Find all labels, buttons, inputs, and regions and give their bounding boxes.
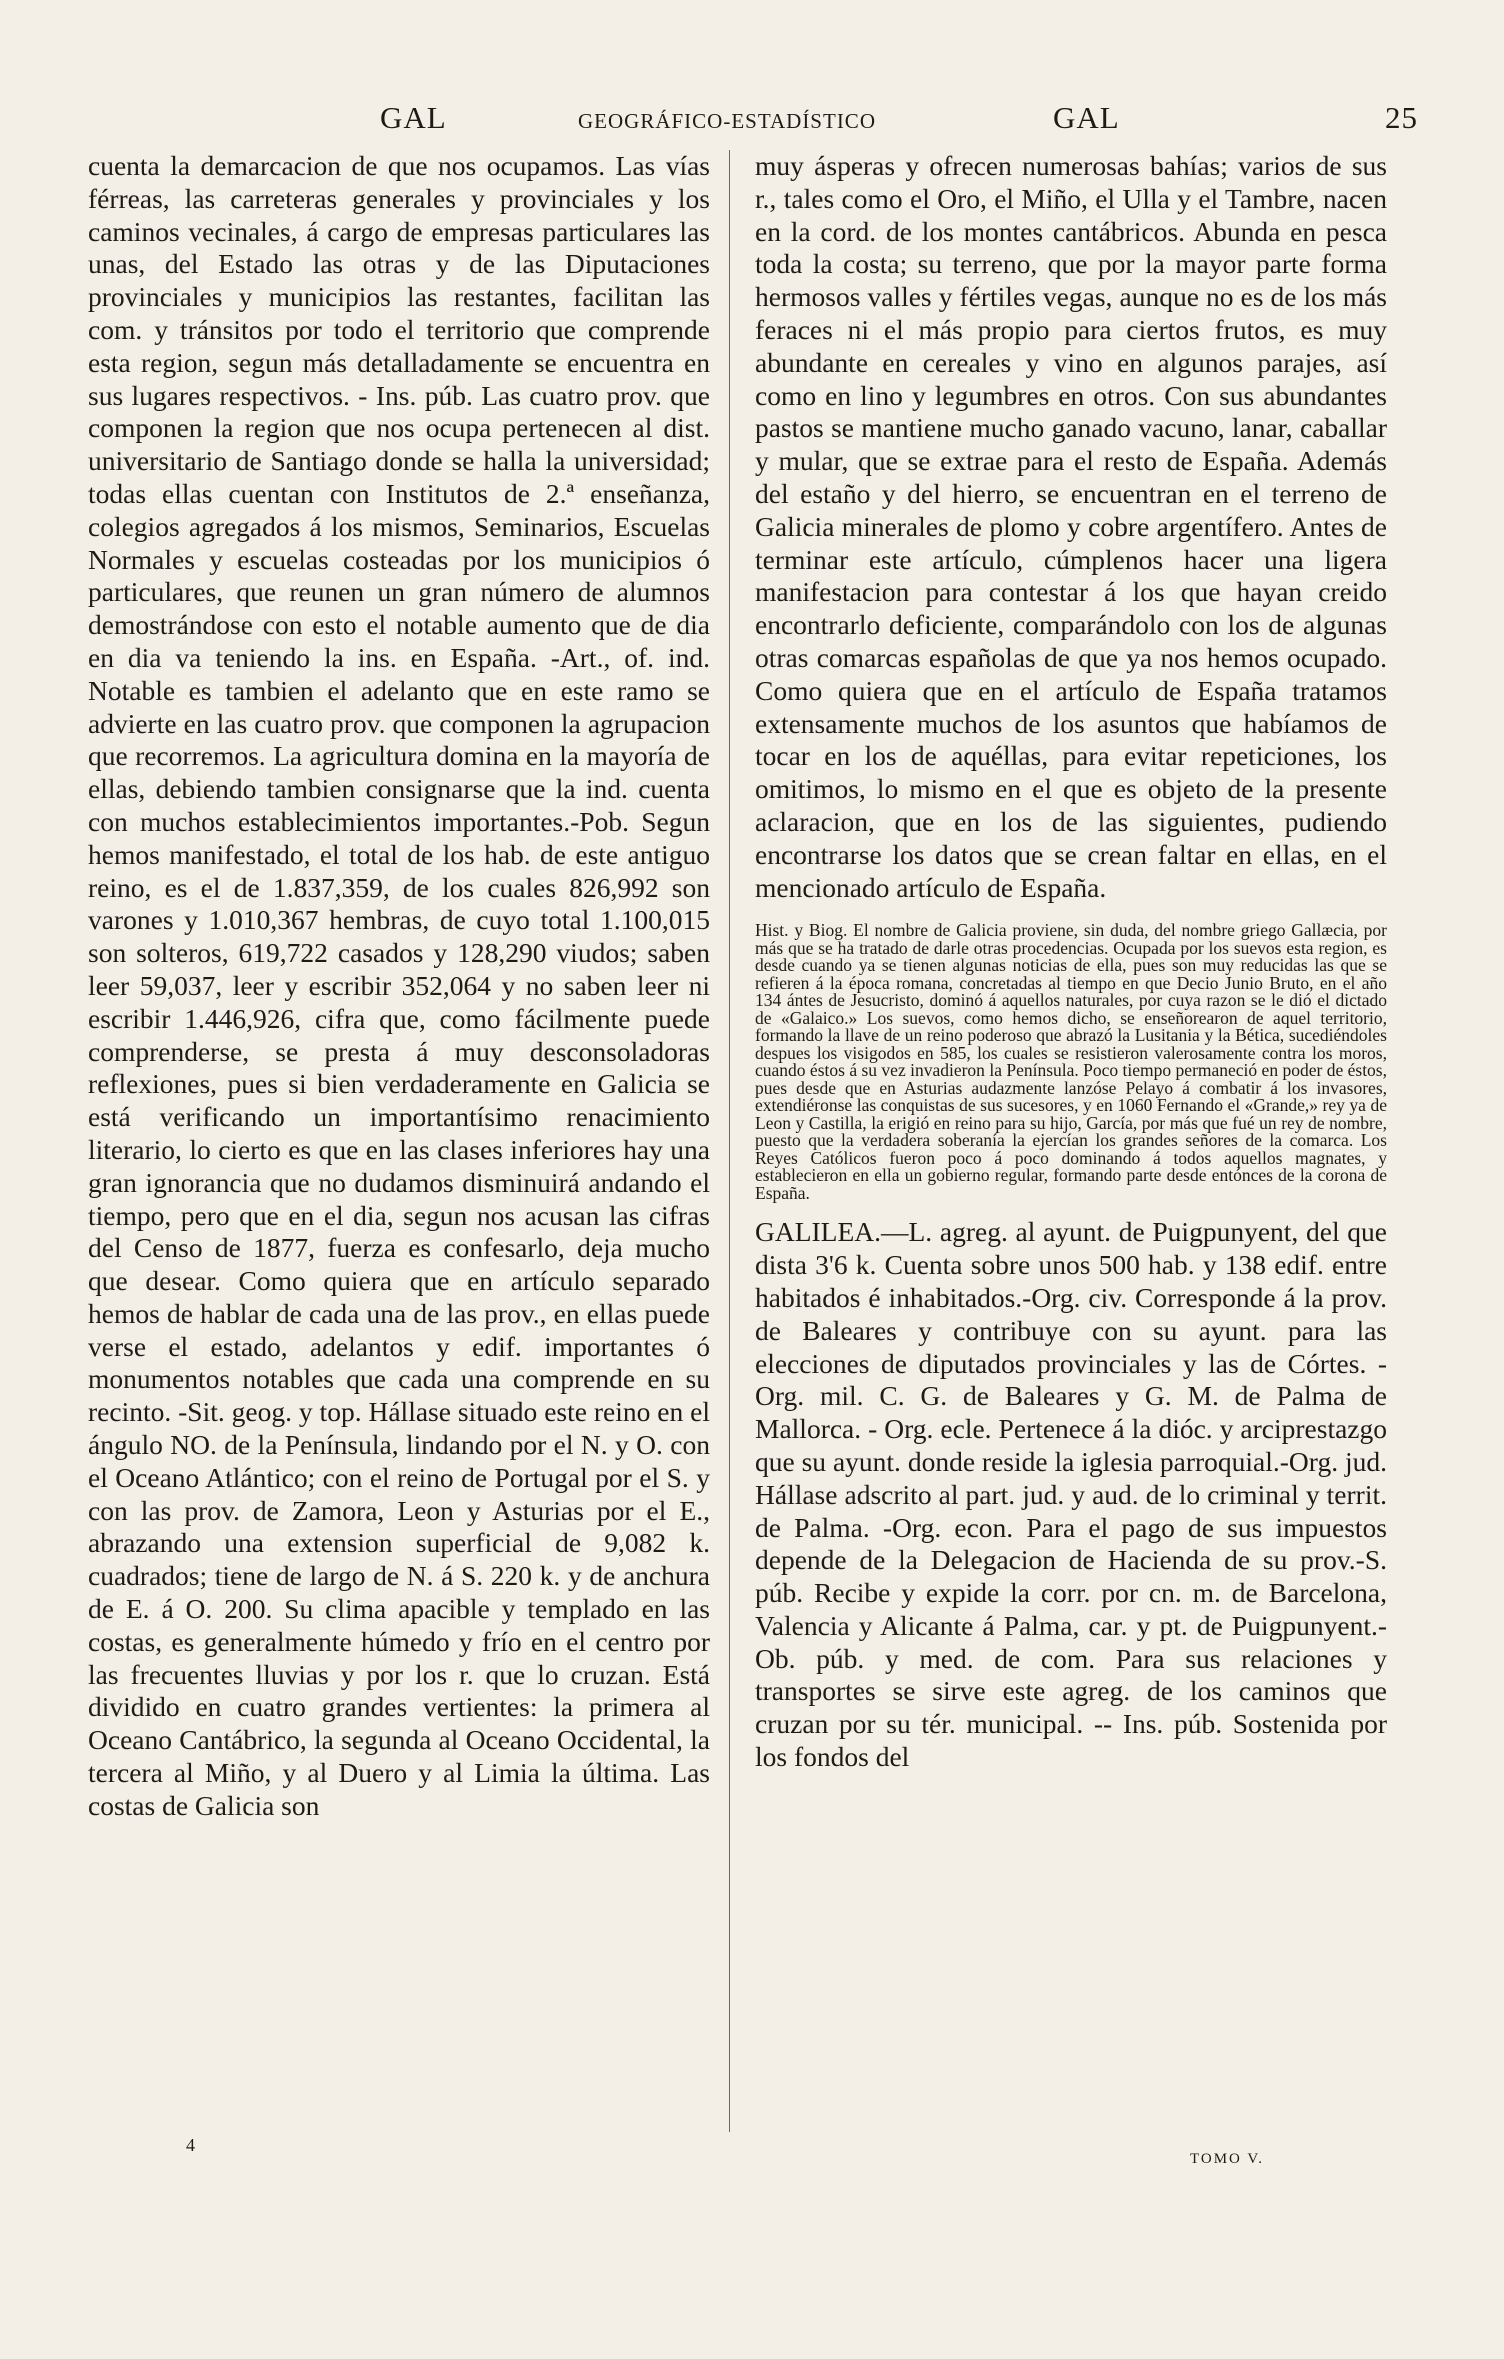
- signature-mark: 4: [186, 2135, 195, 2155]
- galilea-entry: GALILEA.—L. agreg. al ayunt. de Puigpunyent, del que dista 3'6 k. Cuenta sobre unos 500 hab. y 138 edif. entre habitados é inhabitados.-Org. civ. Corresponde á la prov. de Baleares y contribuye con su ayunt. para las elecciones de diputados provinciales y las de Córtes. - Org. mil. C. G. de Baleares y G. M. de Palma de Mallorca. - Org. ecle. Pertenece á la dióc. y arciprestazgo que su ayunt. donde reside la iglesia parroquial.-Org. jud. Hállase adscrito al part. jud. y aud. de lo criminal y territ. de Palma. -Org. econ. Para el pago de sus impuestos depende de la Delegacion de Hacienda de su prov.-S. púb. Recibe y expide la corr. por cn. m. de Barcelona, Valencia y Alicante á Palma, car. y pt. de Puigpunyent.-Ob. púb. y med. de com. Para sus relaciones y transportes se sirve este agreg. de los caminos que cruzan por su tér. municipal. -- Ins. púb. Sostenida por los fondos del: [755, 1216, 1387, 1773]
- running-head: [88, 100, 1418, 144]
- volume-mark: TOMO V.: [1190, 2151, 1265, 2167]
- page-number: 25: [1385, 100, 1418, 135]
- left-column: [88, 150, 710, 1823]
- column-divider: [729, 150, 730, 2132]
- header-left-word: GAL: [380, 100, 447, 135]
- header-right-word: GAL: [1053, 100, 1120, 135]
- right-column-text: muy ásperas y ofrecen numerosas bahías; varios de sus r., tales como el Oro, el Miño, el Ulla y el Tambre, nacen en la cord. de los montes cantábricos. Abunda en pesca toda la costa; su terreno, que por la mayor parte forma hermosos valles y fértiles vegas, aunque no es de los más feraces ni el más propio para ciertos frutos, es muy abundante en cereales y vino en algunos parajes, así como en lino y legumbres en otros. Con sus abundantes pastos se mantiene mucho ganado vacuno, lanar, caballar y mular, que se extrae para el resto de España. Además del estaño y del hierro, se encuentran en el terreno de Galicia minerales de plomo y cobre argentífero. Antes de terminar este artículo, cúmplenos hacer una ligera manifestacion para contestar á los que hayan creido encontrarlo deficiente, comparándolo con los de algunas otras comarcas españolas de que ya nos hemos ocupado. Como quiera que en el artículo de España tratamos extensamente muchos de los asuntos que habíamos de tocar en los de aquéllas, para evitar repeticiones, los omitimos, lo mismo en el que es objeto de la presente aclaracion, que en los de las siguientes, pudiendo encontrarse los datos que se crean faltar en ellas, en el mencionado artículo de España.: [755, 150, 1387, 903]
- right-column: [755, 150, 1387, 1774]
- history-note: Hist. y Biog. El nombre de Galicia proviene, sin duda, del nombre griego Gallæcia, por más que se ha tratado de darle otras procedencias. Ocupada por los suevos esta region, es desde cuando ya se tienen algunas noticias de ella, pues son muy reducidas las que se refieren á la época romana, concretadas al tiempo en que Decio Junio Bruto, en el año 134 ántes de Jesucristo, dominó á aquellos naturales, por cuya razon se le dió el dictado de «Galaico.» Los suevos, como hemos dicho, se enseñorearon de aquel territorio, formando la llave de un reino poderoso que abrazó la Lusitania y la Bética, sucediéndoles despues los visigodos en 585, los cuales se resistieron valerosamente contra los moros, cuando éstos á su vez invadieron la Península. Poco tiempo permaneció en poder de éstos, pues desde que en Asturias audazmente lanzóse Pelayo á combatir á los invasores, extendiéronse las conquistas de sus sucesores, y en 1060 Fernando el «Grande,» rey ya de Leon y Castilla, la erigió en reino para su hijo, García, por más que fué un rey de nombre, puesto que la verdadera soberanía la ejercían los grandes señores de la comarca. Los Reyes Católicos fueron poco á poco dominando á todos aquellos magnates, y establecieron en ella un gobierno regular, formando parte desde entónces de la corona de España.: [755, 920, 1387, 1203]
- left-column-text: cuenta la demarcacion de que nos ocupamos. Las vías férreas, las carreteras generales y provinciales y los caminos vecinales, á cargo de empresas particulares las unas, del Estado las otras y de las Diputaciones provinciales y municipios las restantes, facilitan las com. y tránsitos por todo el territorio que comprende esta region, segun más detalladamente se encuentra en sus lugares respectivos. - Ins. púb. Las cuatro prov. que componen la region que nos ocupa pertenecen al dist. universitario de Santiago donde se halla la universidad; todas ellas cuentan con Institutos de 2.ª enseñanza, colegios agregados á los mismos, Seminarios, Escuelas Normales y escuelas costeadas por los municipios ó particulares, que reunen un gran número de alumnos demostrándose con esto el notable aumento que de dia en dia va teniendo la ins. en España. -Art., of. ind. Notable es tambien el adelanto que en este ramo se advierte en las cuatro prov. que componen la agrupacion que recorremos. La agricultura domina en la mayoría de ellas, debiendo tambien consignarse que la ind. cuenta con muchos establecimientos importantes.-Pob. Segun hemos manifestado, el total de los hab. de este antiguo reino, es el de 1.837,359, de los cuales 826,992 son varones y 1.010,367 hembras, de cuyo total 1.100,015 son solteros, 619,722 casados y 128,290 viudos; saben leer 59,037, leer y escribir 352,064 y no saben leer ni escribir 1.446,926, cifra que, como fácilmente puede comprenderse, se presta á muy desconsoladoras reflexiones, pues si bien verdaderamente en Galicia se está verificando un importantísimo renacimiento literario, lo cierto es que en las clases inferiores hay una gran ignorancia que no dudamos disminuirá andando el tiempo, pero que en el dia, segun nos acusan las cifras del Censo de 1877, fuerza es confesarlo, deja mucho que desear. Como quiera que en artículo separado hemos de hablar de cada una de las prov., en ellas puede verse el estado, adelantos y edif. importantes ó monumentos notables que cada una comprende en su recinto. -Sit. geog. y top. Hállase situado este reino en el ángulo NO. de la Península, lindando por el N. y O. con el Oceano Atlántico; con el reino de Portugal por el S. y con las prov. de Zamora, Leon y Asturias por el E., abrazando una extension superficial de 9,082 k. cuadrados; tiene de largo de N. á S. 220 k. y de anchura de E. á O. 200. Su clima apacible y templado en las costas, es generalmente húmedo y frío en el centro por las frecuentes lluvias y por los r. que lo cruzan. Está dividido en cuatro grandes vertientes: la primera al Oceano Cantábrico, la segunda al Oceano Occidental, la tercera al Miño, y al Duero y al Limia la última. Las costas de Galicia son: [88, 150, 710, 1821]
- header-title: GEOGRÁFICO-ESTADÍSTICO: [578, 109, 876, 133]
